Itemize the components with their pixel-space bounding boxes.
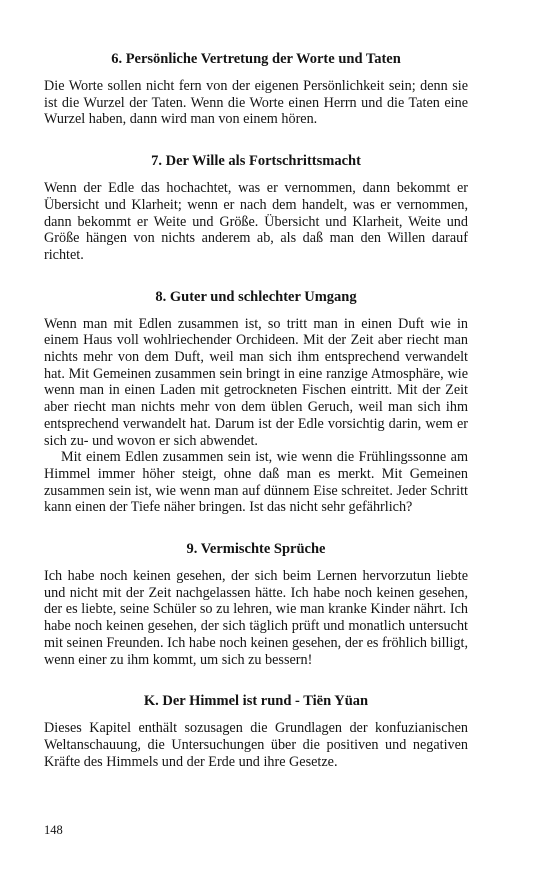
body-paragraph: Ich habe noch keinen gesehen, der sich beim Lernen hervorzutun liebte und nicht mit der Zeit nachgelassen hätte. Ich habe noch keinen gesehen, der es liebte, seine Schüler so zu lehren, wie man kranke Kinder nährt. Ich habe noch keinen gesehen, der sich täglich prüft und monatlich untersucht mit seinen Freunden. Ich habe noch keinen gesehen, der es fröhlich billigt, wenn einer zu ihm kommt, um sich zu bessern! (44, 568, 468, 668)
body-paragraph: Dieses Kapitel enthält sozusagen die Grundlagen der konfuzianischen Weltanschauung, die Untersuchungen über die positiven und negativen Kräfte des Himmels und der Erde und ihre Gesetze. (44, 720, 468, 770)
body-paragraph: Mit einem Edlen zusammen sein ist, wie wenn die Frühlingssonne am Himmel immer höher steigt, ohne daß man es merkt. Mit Gemeinen zusammen sein ist, wie wenn man auf dünnem Eise schreitet. Jeder Schritt kann einen der Tiefe näher bringen. Ist das nicht sehr gefährlich? (44, 449, 468, 516)
page-number: 148 (44, 823, 63, 837)
book-page (44, 50, 468, 770)
section-k (44, 692, 468, 770)
chapter-heading: K. Der Himmel ist rund - Tiën Yüan (143, 693, 369, 710)
section-heading: 9. Vermischte Sprüche (186, 541, 326, 558)
section-heading: 7. Der Wille als Fortschrittsmacht (151, 153, 361, 170)
section-heading: 8. Guter und schlechter Umgang (155, 288, 357, 305)
section-heading: 6. Persönliche Vertretung der Worte und Taten (111, 51, 401, 67)
section-7 (44, 152, 468, 264)
body-paragraph: Wenn der Edle das hochachtet, was er vernommen, dann bekommt er Übersicht und Klarheit; wenn er nach dem handelt, was er vernommen, dann bekommt er Weite und Größe. Übersicht und Klarheit, Weite und Größe hängen von nichts anderem ab, als daß man den Willen darauf richtet. (44, 180, 468, 263)
body-paragraph: Wenn man mit Edlen zusammen ist, so tritt man in einen Duft wie in einem Haus voll wohlriechender Orchideen. Mit der Zeit aber riecht man nichts mehr von dem Duft, weil man sich ihm entsprechend verwandelt hat. Mit Gemeinen zusammen sein bringt in eine ranzige Atmosphäre, wie wenn man in einen Laden mit getrockneten Fischen eintritt. Mit der Zeit aber riecht man nichts mehr von dem üblen Geruch, weil man sich ihm entsprechend verwandelt hat. Darum ist der Edle vorsichtig darin, wem er sich zu- und wovon er sich abwendet. (44, 315, 468, 449)
section-8 (44, 288, 468, 516)
section-9 (44, 540, 468, 668)
body-paragraph: Die Worte sollen nicht fern von der eigenen Persönlichkeit sein; denn sie ist die Wurzel der Taten. Wenn die Worte einen Herrn und die Taten eine Wurzel haben, dann wird man von einem hören. (44, 78, 468, 128)
section-6 (44, 50, 468, 128)
